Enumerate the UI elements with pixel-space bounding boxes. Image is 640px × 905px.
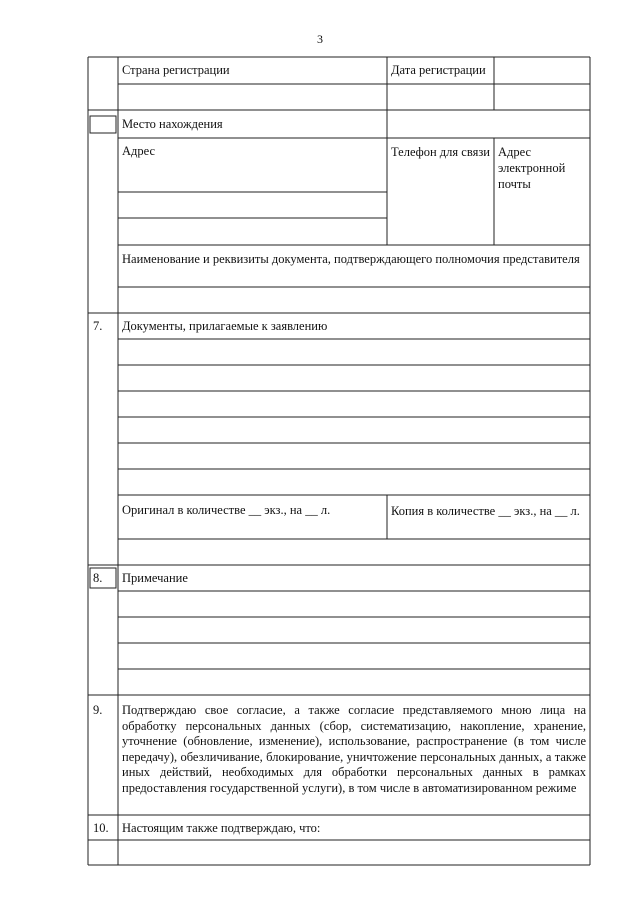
registration-date-label: Дата регистрации: [391, 63, 486, 77]
copy-count-label: Копия в количестве __ экз., на __ л.: [391, 504, 580, 518]
registration-country-label: Страна регистрации: [122, 63, 230, 77]
section-8-title: Примечание: [122, 571, 188, 585]
confirmation-text: Настоящим также подтверждаю, что:: [122, 821, 321, 835]
email-label: Адрес электронной почты: [498, 145, 566, 191]
section-8-number: 8.: [93, 571, 103, 585]
section-10-number: 10.: [93, 821, 109, 835]
phone-label: Телефон для связи: [391, 145, 490, 159]
section-7-title: Документы, прилагаемые к заявлению: [122, 319, 328, 333]
page-number: 3: [317, 32, 323, 46]
location-title: Место нахождения: [122, 117, 223, 131]
section-7-number: 7.: [93, 319, 103, 333]
section-9-number: 9.: [93, 703, 103, 717]
consent-text: Подтверждаю свое согласие, а также согласие представляемого мною лица на обработку персональных данных (сбор, систематизацию, накопление, хранение, уточнение (обновление, изменение), использование, распространение (в том числе передачу), обезличивание, блокирование, уничтожение персональных данных, а также иных действий, необходимых для обработки персональных данных в рамках предоставления государственной услуги), в том числе в автоматизированном режиме: [122, 703, 586, 795]
original-count-label: Оригинал в количестве __ экз., на __ л.: [122, 503, 331, 517]
representative-document-label: Наименование и реквизиты документа, подтверждающего полномочия представителя: [122, 252, 580, 266]
address-label: Адрес: [122, 144, 156, 158]
